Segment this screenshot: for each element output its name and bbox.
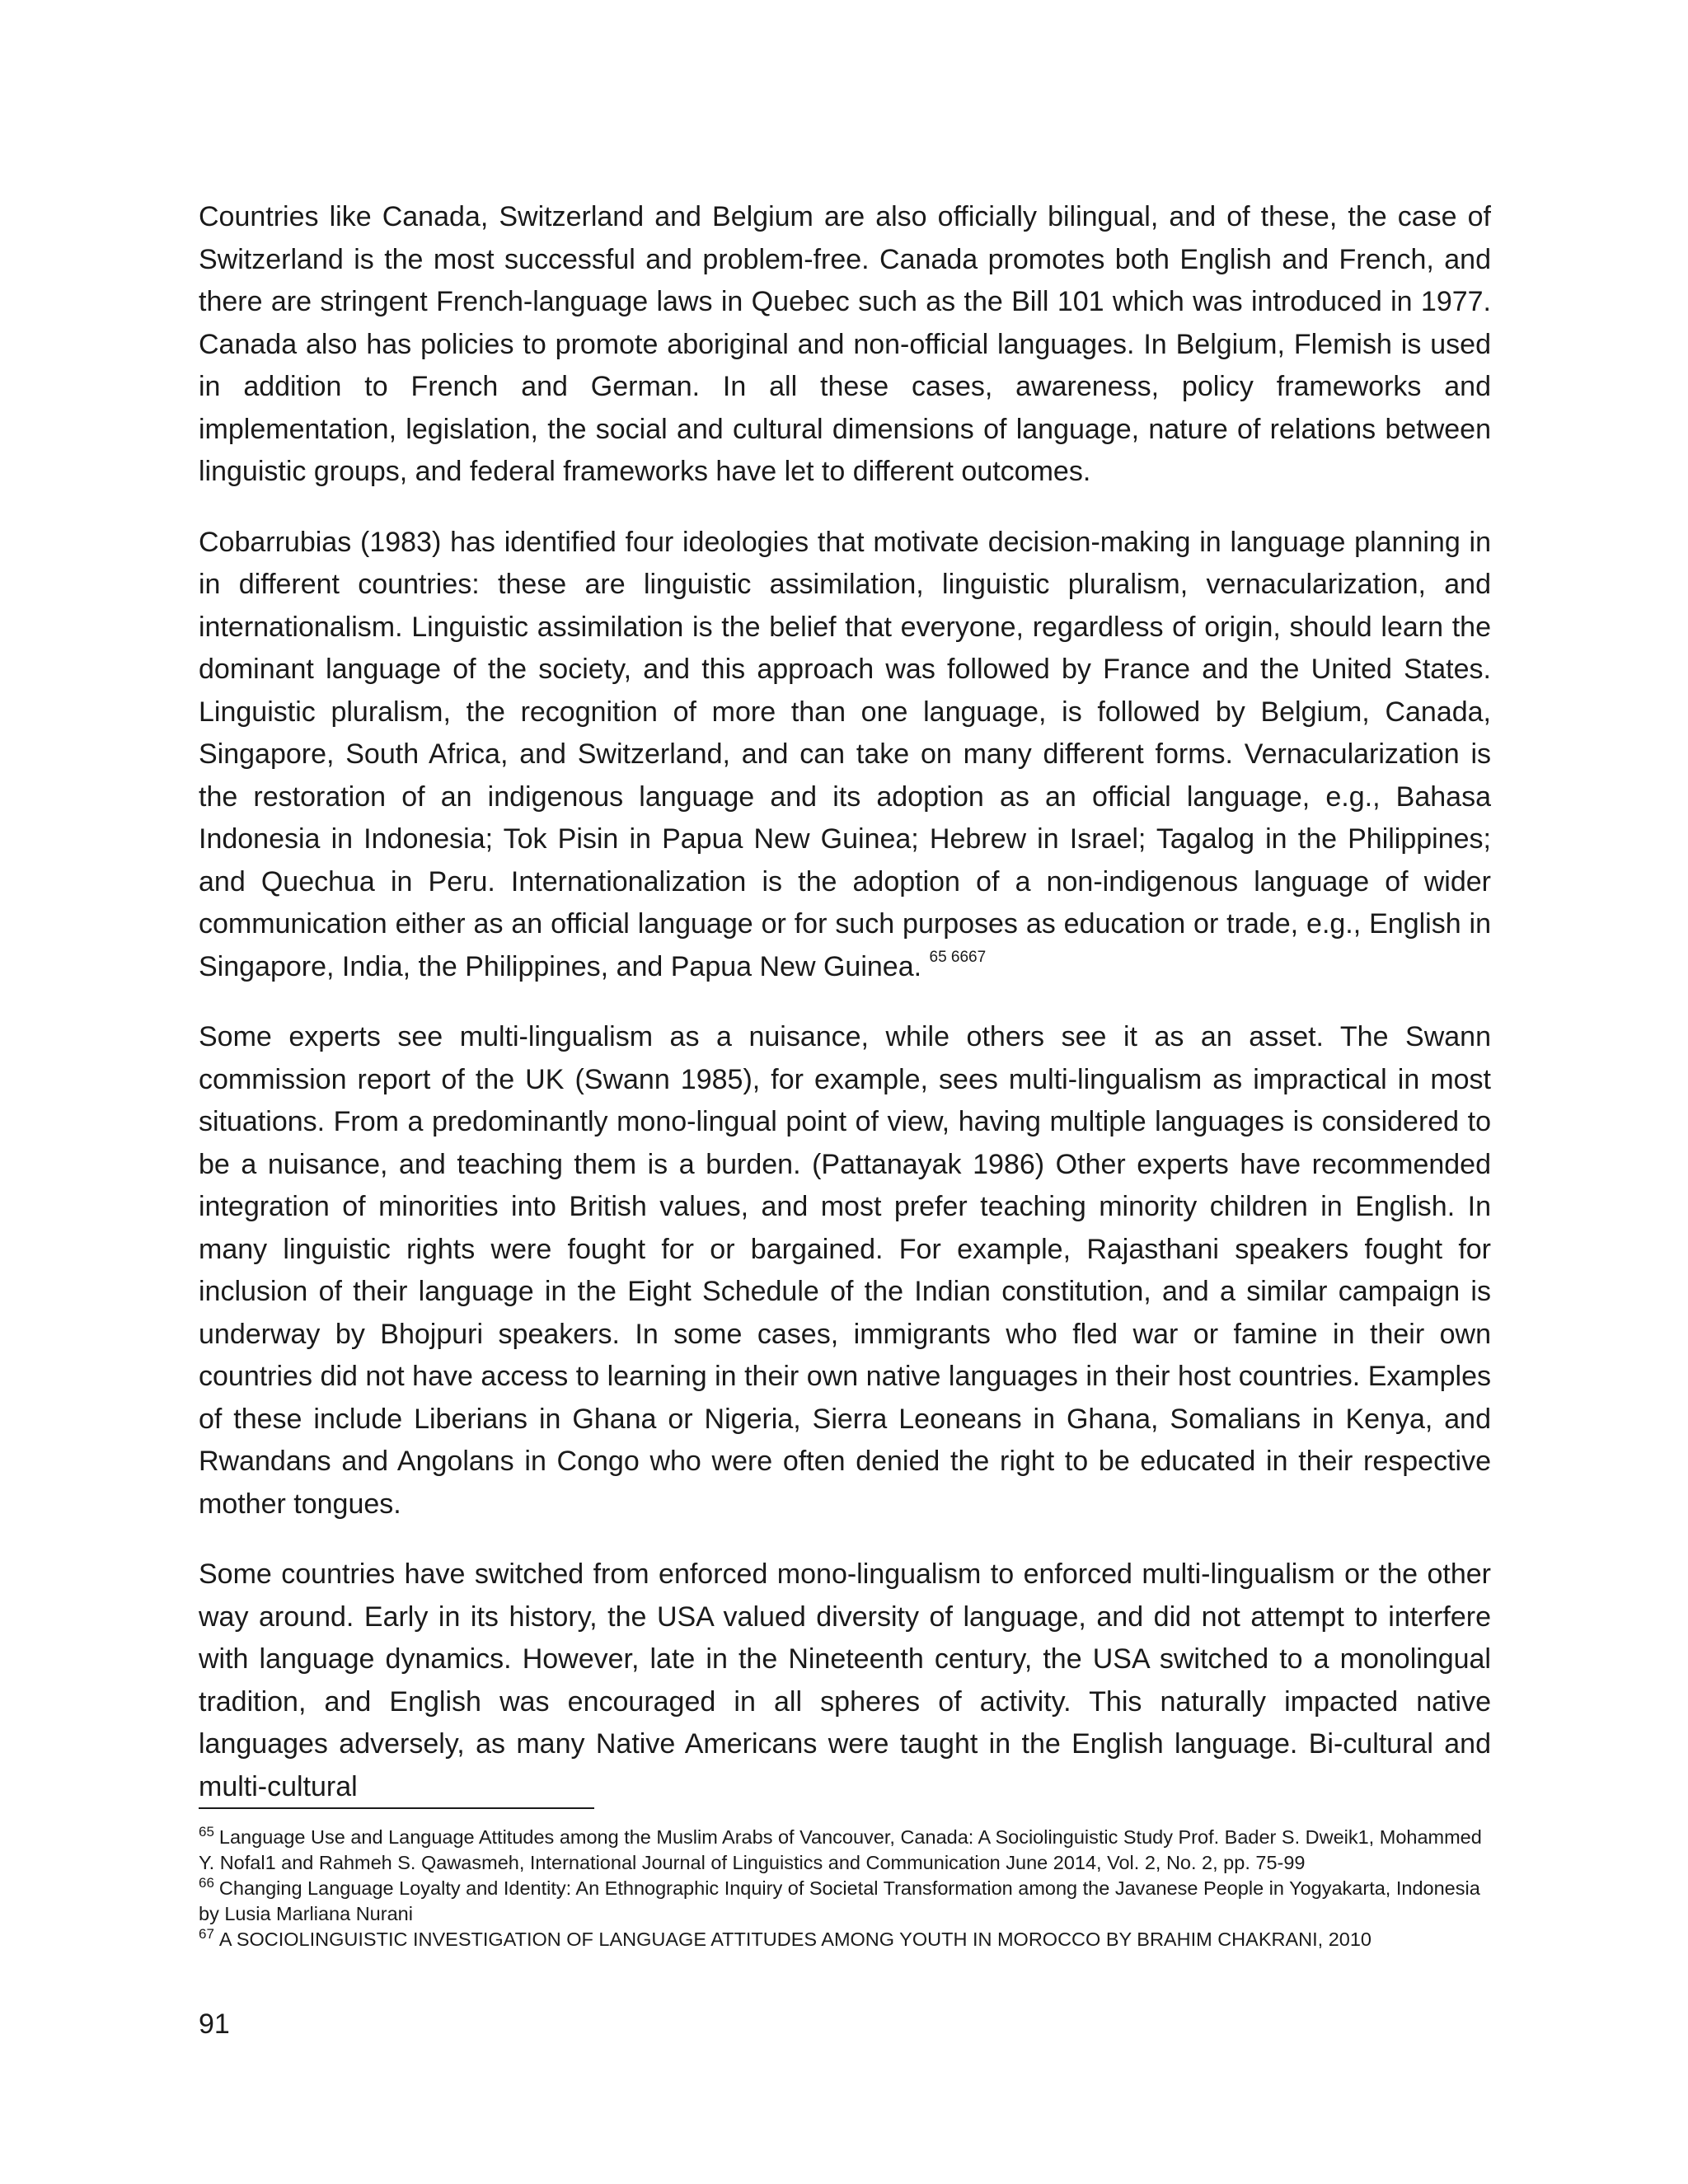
footnote-number: 67 <box>199 1926 214 1943</box>
paragraph-1-text: Countries like Canada, Switzerland and Belgium are also officially bilingual, and of these, the case of Switzerland is the most successful and problem-free. Canada promotes both English and French, and there are stringent French-language laws in Quebec such as the Bill 101 which was introduced in 1977. Canada also has policies to promote aboriginal and non-official languages. In Belgium, Flemish is used in addition to French and German. In all these cases, awareness, policy frameworks and implementation, legislation, the social and cultural dimensions of language, nature of relations between linguistic groups, and federal frameworks have let to different outcomes. <box>199 201 1491 487</box>
footnotes <box>199 1825 1491 1952</box>
paragraph-1 <box>199 196 1491 494</box>
footnote-number: 65 <box>199 1824 214 1840</box>
paragraph-4-text: Some countries have switched from enforced mono-lingualism to enforced multi-lingualism or the other way around. Early in its history, the USA valued diversity of language, and did not attempt to interfere with language dynamics. However, late in the Nineteenth century, the USA switched to a monolingual tradition, and English was encouraged in all spheres of activity. This naturally impacted native languages adversely, as many Native Americans were taught in the English language. Bi-cultural and multi-cultural <box>199 1558 1491 1802</box>
page-number: 91 <box>199 2008 230 2040</box>
footnote-text: Changing Language Loyalty and Identity: An Ethnographic Inquiry of Societal Transformation among the Javanese People in Yogyakarta, Indonesia by Lusia Marliana Nurani <box>199 1877 1480 1924</box>
footnote-references[interactable]: 65 6667 <box>929 949 987 967</box>
paragraph-3-text: Some experts see multi-lingualism as a nuisance, while others see it as an asset. The Swann commission report of the UK (Swann 1985), for example, sees multi-lingualism as impractical in most situations. From a predominantly mono-lingual point of view, having multiple languages is considered to be a nuisance, and teaching them is a burden. (Pattanayak 1986) Other experts have recommended integration of minorities into British values, and most prefer teaching minority children in English. In many linguistic rights were fought for or bargained. For example, Rajasthani speakers fought for inclusion of their language in the Eight Schedule of the Indian constitution, and a similar campaign is underway by Bhojpuri speakers. In some cases, immigrants who fled war or famine in their own countries did not have access to learning in their own native languages in their host countries. Examples of these include Liberians in Ghana or Nigeria, Sierra Leoneans in Ghana, Somalians in Kenya, and Rwandans and Angolans in Congo who were often denied the right to be educated in their respective mother tongues. <box>199 1021 1491 1520</box>
footnote-text: Language Use and Language Attitudes among the Muslim Arabs of Vancouver, Canada: A Sociolinguistic Study Prof. Bader S. Dweik1, Mohammed Y. Nofal1 and Rahmeh S. Qawasmeh, International Journal of Linguistics and Communication June 2014, Vol. 2, No. 2, pp. 75-99 <box>199 1826 1482 1873</box>
footnote-67 <box>199 1927 1491 1952</box>
paragraph-2 <box>199 522 1491 989</box>
paragraph-2-text: Cobarrubias (1983) has identified four ideologies that motivate decision-making in language planning in in different countries: these are linguistic assimilation, linguistic pluralism, vernacularization, and internationalism. Linguistic assimilation is the belief that everyone, regardless of origin, should learn the dominant language of the society, and this approach was followed by France and the United States. Linguistic pluralism, the recognition of more than one language, is followed by Belgium, Canada, Singapore, South Africa, and Switzerland, and can take on many different forms. Vernacularization is the restoration of an indigenous language and its adoption as an official language, e.g., Bahasa Indonesia in Indonesia; Tok Pisin in Papua New Guinea; Hebrew in Israel; Tagalog in the Philippines; and Quechua in Peru. Internationalization is the adoption of a non-indigenous language of wider communication either as an official language or for such purposes as education or trade, e.g., English in Singapore, India, the Philippines, and Papua New Guinea. <box>199 526 1491 982</box>
footnote-65 <box>199 1825 1491 1876</box>
body-text <box>199 196 1491 1836</box>
footnote-separator <box>199 1807 594 1809</box>
paragraph-3 <box>199 1016 1491 1526</box>
footnote-number: 66 <box>199 1875 214 1891</box>
footnote-text: A SOCIOLINGUISTIC INVESTIGATION OF LANGUAGE ATTITUDES AMONG YOUTH IN MOROCCO BY BRAHIM CHAKRANI, 2010 <box>218 1929 1372 1950</box>
paragraph-4 <box>199 1554 1491 1808</box>
footnote-66 <box>199 1876 1491 1927</box>
